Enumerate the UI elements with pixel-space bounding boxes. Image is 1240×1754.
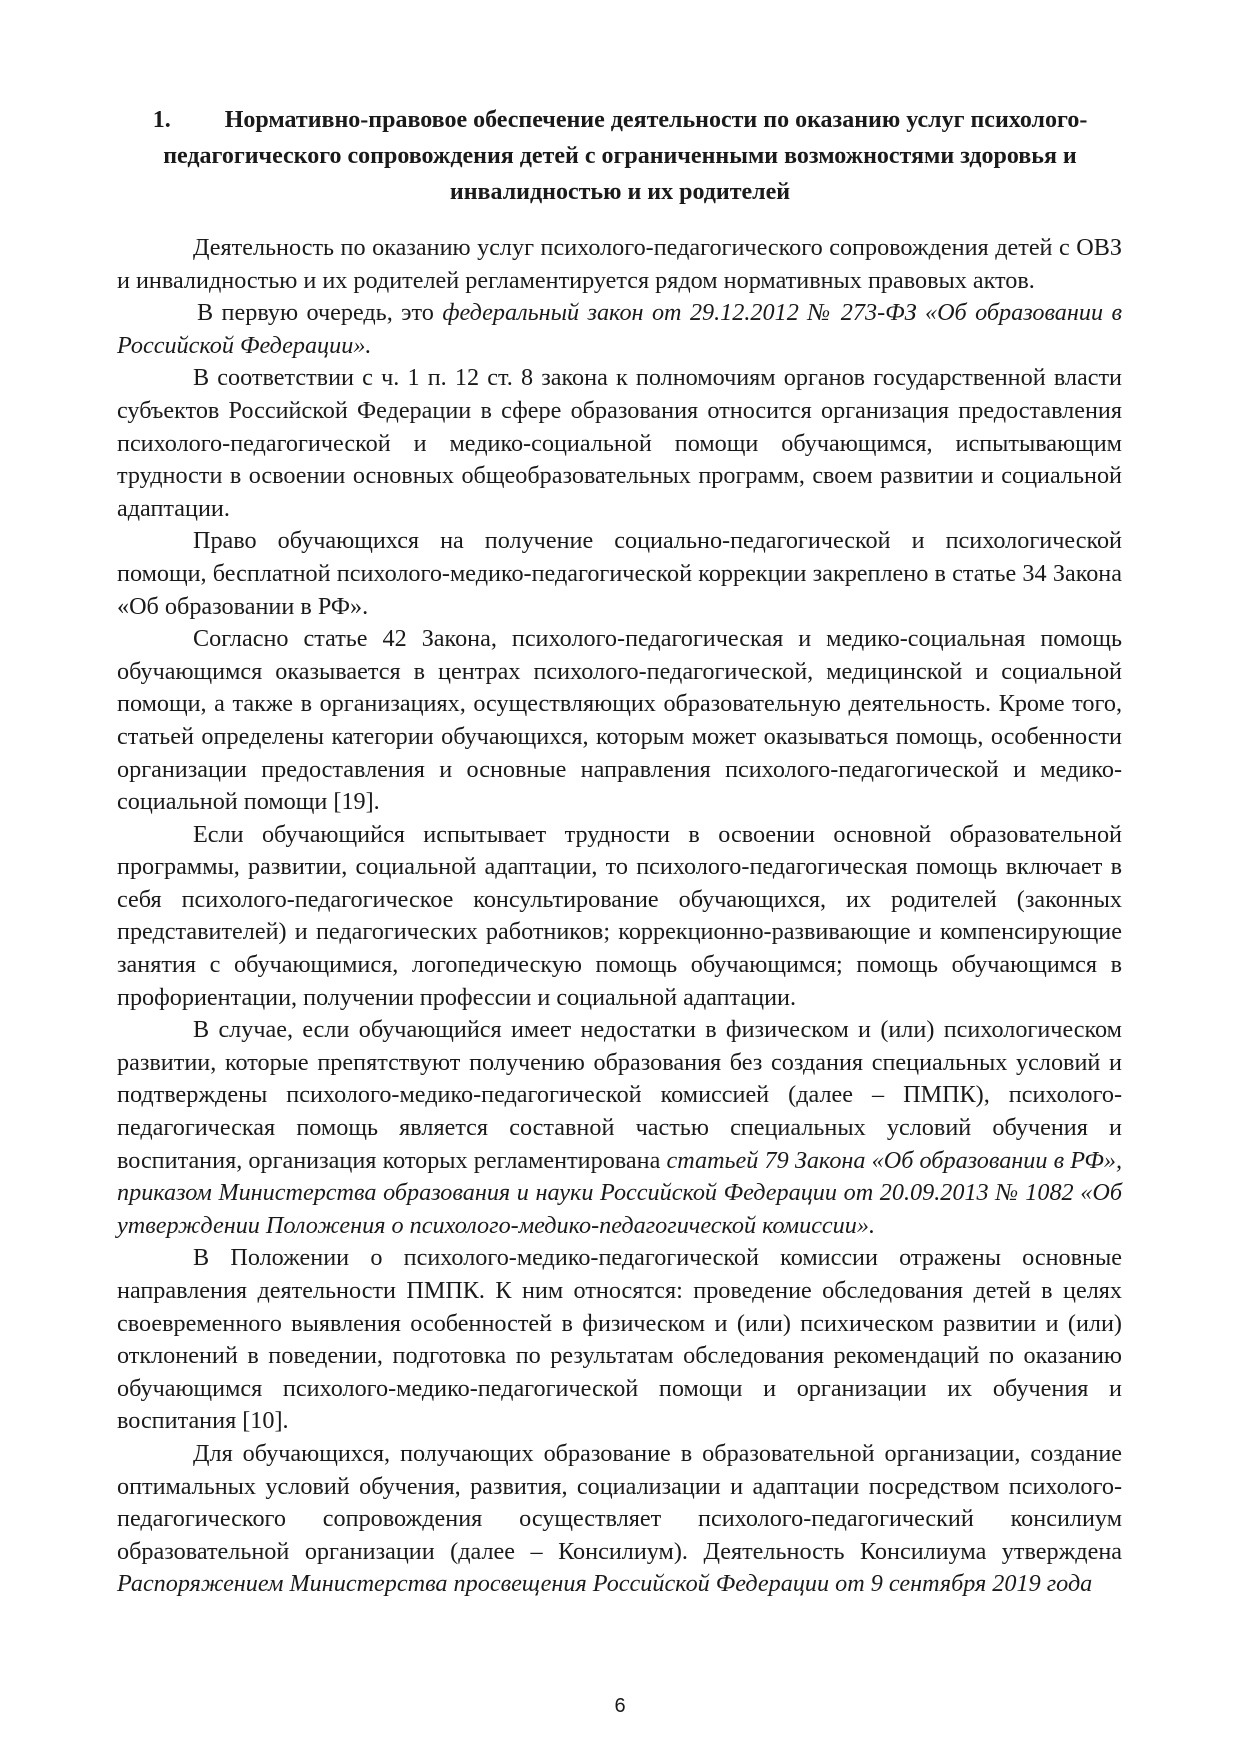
section-number: 1. xyxy=(152,107,171,133)
law-citation-order: Распоряжением Министерства просвещения Российской Федерации от 9 сентября 2019 года xyxy=(117,1570,1093,1598)
section-heading xyxy=(140,102,1100,210)
paragraph-6: Если обучающийся испытывает трудности в освоении основной образовательной программы, развитии, социальной адаптации, то психолого-педагогическая помощь включает в себя психолого-педагогическое консультирование обучающихся, их родителей (законных представителей) и педагогических работников; коррекционно-развивающие и компенсирующие занятия с обучающимися, логопедическую помощь обучающимся; помощь обучающимся в профориентации, получении профессии и социальной адаптации. xyxy=(117,820,1122,1011)
paragraph-9 xyxy=(117,1438,1122,1601)
paragraph-2 xyxy=(117,297,1122,362)
section-title: Нормативно-правовое обеспечение деятельности по оказанию услуг психолого-педагогического сопровождения детей с ограниченными возможностями здоровья и инвалидностью и их родителей xyxy=(163,107,1088,205)
paragraph-7-text: В случае, если обучающийся имеет недостатки в физическом и (или) психологическом развитии, которые препятствуют получению образования без создания специальных условий и подтверждены психолого-медико-педагогической комиссией (далее – ПМПК), психолого-педагогическая помощь является составной частью специальных условий обучения и воспитания, организация которых регламентирована xyxy=(117,1016,1122,1174)
paragraph-1: Деятельность по оказанию услуг психолого-педагогического сопровождения детей с ОВЗ и инвалидностью и их родителей регламентируется рядом нормативных правовых актов. xyxy=(117,234,1122,294)
paragraph-5: Согласно статье 42 Закона, психолого-педагогическая и медико-социальная помощь обучающимся оказывается в центрах психолого-педагогической, медицинской и социальной помощи, а также в организациях, осуществляющих образовательную деятельность. Кроме того, статьей определены категории обучающихся, которым может оказываться помощь, особенности организации предоставления и основные направления психолого-педагогической и медико-социальной помощи [19]. xyxy=(117,625,1122,816)
paragraph-8: В Положении о психолого-медико-педагогической комиссии отражены основные направления деятельности ПМПК. К ним относятся: проведение обследования детей в целях своевременного выявления особенностей в физическом и (или) психическом развитии и (или) отклонений в поведении, подготовка по результатам обследования рекомендаций по оказанию обучающимся психолого-медико-педагогической помощи и организации их обучения и воспитания [10]. xyxy=(117,1244,1122,1435)
paragraph-3: В соответствии с ч. 1 п. 12 ст. 8 закона к полномочиям органов государственной власти субъектов Российской Федерации в сфере образования относится организация предоставления психолого-педагогической и медико-социальной помощи обучающимся, испытывающим трудности в освоении основных общеобразовательных программ, своем развитии и социальной адаптации. xyxy=(117,364,1122,522)
page-number: 6 xyxy=(614,1695,626,1717)
law-citation-pmpk: статьей 79 Закона «Об образовании в РФ», приказом Министерства образования и науки Российской Федерации от 20.09.2013 № 1082 «Об утверждении Положения о психолого-медико-педагогической комиссии». xyxy=(117,1146,1122,1239)
paragraph-7 xyxy=(117,1014,1122,1242)
paragraph-2-text: В первую очередь, это xyxy=(197,299,443,327)
body-text xyxy=(117,232,1122,1601)
paragraph-9-text: Для обучающихся, получающих образование в образовательной организации, создание оптимальных условий обучения, развития, социализации и адаптации посредством психолого-педагогического сопровождения осуществляет психолого-педагогический консилиум образовательной организации (далее – Консилиум). Деятельность Консилиума утверждена xyxy=(117,1439,1122,1565)
paragraph-4: Право обучающихся на получение социально-педагогической и психологической помощи, бесплатной психолого-медико-педагогической коррекции закреплено в статье 34 Закона «Об образовании в РФ». xyxy=(117,527,1122,620)
law-citation-273fz: федеральный закон от 29.12.2012 № 273-ФЗ «Об образовании в Российской Федерации». xyxy=(117,299,1122,359)
